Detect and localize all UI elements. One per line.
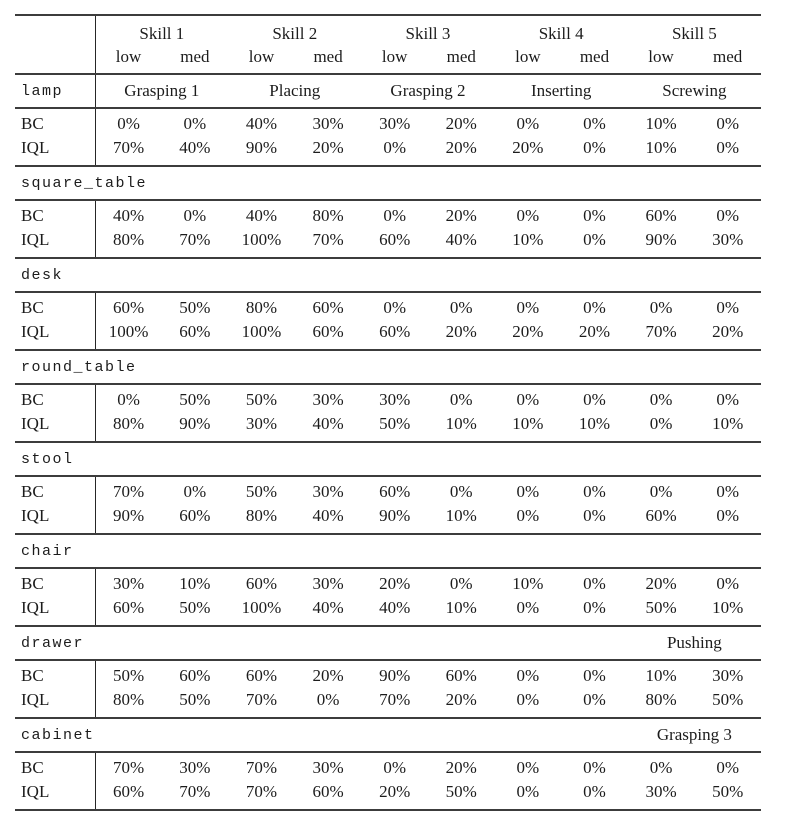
skill-3-header: Skill 3 (405, 24, 451, 43)
value-cell: 0% (649, 482, 673, 501)
value-cell: 0% (516, 298, 540, 317)
section-skill-name (95, 258, 228, 292)
value-cell: 60% (379, 322, 411, 341)
value-cell: 0% (716, 114, 739, 133)
value-cell: 80% (112, 414, 145, 433)
value-cell: 0% (583, 666, 606, 685)
value-cell: 50% (179, 598, 211, 617)
method-label: IQL (15, 320, 95, 350)
value-cell: 20% (445, 206, 477, 225)
value-cell: 30% (312, 758, 344, 777)
section-label: desk (15, 258, 95, 292)
value-cell: 50% (179, 690, 211, 709)
section-skill-name (495, 442, 628, 476)
value-cell: 10% (578, 414, 611, 433)
value-cell: 80% (112, 690, 145, 709)
value-cell: 60% (312, 322, 344, 341)
section-skill-name: Screwing (628, 74, 761, 108)
value-cell: 70% (245, 690, 278, 709)
value-cell: 0% (516, 390, 540, 409)
data-row (15, 292, 761, 320)
data-row (15, 136, 761, 166)
section-skill-name: Grasping 3 (628, 718, 761, 752)
section-skill-name (95, 534, 228, 568)
value-cell: 30% (245, 414, 278, 433)
value-cell: 80% (645, 690, 677, 709)
value-cell: 70% (312, 230, 344, 249)
value-cell: 0% (583, 598, 606, 617)
method-label: BC (15, 384, 95, 412)
value-cell: 20% (312, 138, 344, 157)
data-row (15, 320, 761, 350)
value-cell: 0% (449, 574, 473, 593)
data-row (15, 412, 761, 442)
skill-4-header: Skill 4 (538, 24, 584, 43)
skill-1-header: Skill 1 (139, 24, 185, 43)
value-cell: 0% (383, 298, 406, 317)
value-cell: 10% (179, 574, 211, 593)
method-label: BC (15, 660, 95, 688)
value-cell: 0% (583, 782, 606, 801)
value-cell: 0% (117, 390, 140, 409)
value-cell: 0% (649, 298, 673, 317)
value-cell: 0% (516, 114, 540, 133)
section-skill-name (495, 166, 628, 200)
value-cell: 0% (316, 690, 340, 709)
value-cell: 60% (179, 506, 211, 525)
section-skill-name (95, 718, 228, 752)
header-corner-cell (15, 15, 95, 74)
value-cell: 70% (112, 482, 145, 501)
value-cell: 30% (712, 666, 744, 685)
section-skill-name (228, 718, 361, 752)
data-row (15, 780, 761, 810)
value-cell: 50% (179, 298, 211, 317)
low-header: low (361, 46, 428, 74)
value-cell: 0% (383, 138, 406, 157)
section-label: square_table (15, 166, 95, 200)
value-cell: 30% (312, 390, 344, 409)
value-cell: 100% (241, 230, 282, 249)
med-header: med (561, 46, 628, 74)
skill-success-rate-table (15, 14, 761, 811)
value-cell: 0% (583, 574, 606, 593)
value-cell: 60% (379, 482, 411, 501)
data-row (15, 504, 761, 534)
value-cell: 30% (179, 758, 211, 777)
section-skill-name (228, 166, 361, 200)
value-cell: 20% (578, 322, 611, 341)
data-row (15, 200, 761, 228)
value-cell: 0% (716, 758, 739, 777)
section-header-row-lamp (15, 74, 761, 108)
method-label: BC (15, 752, 95, 780)
section-label: round_table (15, 350, 95, 384)
value-cell: 30% (379, 114, 411, 133)
value-cell: 0% (516, 482, 540, 501)
value-cell: 0% (716, 574, 739, 593)
section-skill-name (495, 626, 628, 660)
value-cell: 70% (245, 782, 278, 801)
section-label: chair (15, 534, 95, 568)
value-cell: 0% (583, 298, 606, 317)
value-cell: 0% (716, 206, 739, 225)
value-cell: 60% (245, 666, 278, 685)
section-skill-name: Inserting (495, 74, 628, 108)
section-label: drawer (15, 626, 95, 660)
value-cell: 0% (716, 506, 739, 525)
method-label: IQL (15, 228, 95, 258)
data-row (15, 228, 761, 258)
value-cell: 60% (112, 598, 145, 617)
value-cell: 40% (245, 114, 278, 133)
value-cell: 0% (516, 782, 540, 801)
value-cell: 20% (379, 574, 411, 593)
value-cell: 0% (583, 114, 606, 133)
value-cell: 20% (712, 322, 744, 341)
value-cell: 0% (183, 114, 207, 133)
section-header-row-stool (15, 442, 761, 476)
med-header: med (694, 46, 761, 74)
section-skill-name (228, 442, 361, 476)
data-row (15, 384, 761, 412)
section-skill-name (228, 350, 361, 384)
value-cell: 50% (645, 598, 677, 617)
data-row (15, 688, 761, 718)
section-header-row-cabinet (15, 718, 761, 752)
method-label: BC (15, 476, 95, 504)
data-row (15, 752, 761, 780)
value-cell: 0% (716, 482, 739, 501)
method-label: IQL (15, 412, 95, 442)
value-cell: 20% (445, 322, 477, 341)
value-cell: 40% (245, 206, 278, 225)
value-cell: 10% (445, 598, 477, 617)
value-cell: 60% (112, 782, 145, 801)
value-cell: 60% (379, 230, 411, 249)
section-label: lamp (15, 74, 95, 108)
value-cell: 60% (112, 298, 145, 317)
section-skill-name (628, 534, 761, 568)
value-cell: 40% (379, 598, 411, 617)
value-cell: 50% (379, 414, 411, 433)
value-cell: 30% (312, 574, 344, 593)
low-header: low (95, 46, 162, 74)
skill-2-header: Skill 2 (272, 24, 318, 43)
section-skill-name (361, 626, 494, 660)
value-cell: 90% (112, 506, 145, 525)
value-cell: 70% (245, 758, 278, 777)
value-cell: 10% (645, 666, 677, 685)
section-header-row-drawer (15, 626, 761, 660)
value-cell: 0% (583, 206, 606, 225)
value-cell: 40% (445, 230, 477, 249)
value-cell: 90% (645, 230, 677, 249)
section-skill-name (361, 718, 494, 752)
value-cell: 30% (712, 230, 744, 249)
section-skill-name (495, 534, 628, 568)
value-cell: 40% (179, 138, 211, 157)
method-label: IQL (15, 596, 95, 626)
data-row (15, 660, 761, 688)
value-cell: 40% (312, 598, 344, 617)
value-cell: 50% (712, 690, 744, 709)
med-header: med (162, 46, 229, 74)
value-cell: 40% (312, 414, 344, 433)
value-cell: 50% (245, 482, 278, 501)
value-cell: 10% (512, 230, 544, 249)
value-cell: 0% (449, 298, 473, 317)
value-cell: 10% (445, 506, 477, 525)
value-cell: 60% (179, 322, 211, 341)
value-cell: 20% (445, 138, 477, 157)
method-label: BC (15, 568, 95, 596)
value-cell: 0% (516, 206, 540, 225)
value-cell: 100% (108, 322, 149, 341)
value-cell: 10% (712, 598, 744, 617)
value-cell: 0% (117, 114, 140, 133)
value-cell: 30% (312, 114, 344, 133)
value-cell: 60% (645, 506, 677, 525)
value-cell: 0% (516, 758, 540, 777)
method-label: IQL (15, 688, 95, 718)
value-cell: 90% (379, 506, 411, 525)
section-skill-name (495, 350, 628, 384)
value-cell: 10% (512, 414, 544, 433)
value-cell: 20% (445, 758, 477, 777)
section-skill-name (228, 534, 361, 568)
value-cell: 0% (583, 390, 606, 409)
value-cell: 20% (445, 690, 477, 709)
section-skill-name (361, 350, 494, 384)
value-cell: 0% (516, 690, 540, 709)
low-header: low (228, 46, 295, 74)
value-cell: 20% (445, 114, 477, 133)
value-cell: 0% (583, 230, 606, 249)
section-skill-name (495, 258, 628, 292)
value-cell: 0% (583, 758, 606, 777)
value-cell: 0% (516, 598, 540, 617)
value-cell: 100% (241, 322, 282, 341)
data-row (15, 476, 761, 504)
data-row (15, 568, 761, 596)
value-cell: 0% (183, 206, 207, 225)
randomness-header-row (15, 46, 761, 74)
section-skill-name (228, 626, 361, 660)
value-cell: 50% (245, 390, 278, 409)
value-cell: 20% (512, 138, 544, 157)
value-cell: 40% (112, 206, 145, 225)
value-cell: 60% (645, 206, 677, 225)
section-skill-name: Grasping 2 (361, 74, 494, 108)
section-skill-name (628, 350, 761, 384)
value-cell: 60% (312, 782, 344, 801)
value-cell: 0% (383, 758, 406, 777)
value-cell: 10% (512, 574, 544, 593)
section-skill-name (95, 442, 228, 476)
value-cell: 40% (312, 506, 344, 525)
method-label: BC (15, 292, 95, 320)
value-cell: 70% (112, 758, 145, 777)
value-cell: 0% (449, 482, 473, 501)
section-skill-name (361, 534, 494, 568)
value-cell: 50% (712, 782, 744, 801)
method-label: IQL (15, 780, 95, 810)
value-cell: 20% (645, 574, 677, 593)
section-skill-name: Grasping 1 (95, 74, 228, 108)
method-label: BC (15, 200, 95, 228)
skill-header-row (15, 15, 761, 46)
low-header: low (495, 46, 562, 74)
value-cell: 10% (645, 138, 677, 157)
value-cell: 90% (379, 666, 411, 685)
section-skill-name (228, 258, 361, 292)
value-cell: 100% (241, 598, 282, 617)
low-header: low (628, 46, 695, 74)
value-cell: 50% (179, 390, 211, 409)
value-cell: 90% (179, 414, 211, 433)
value-cell: 0% (716, 298, 739, 317)
value-cell: 70% (179, 230, 211, 249)
value-cell: 0% (716, 390, 739, 409)
value-cell: 60% (445, 666, 477, 685)
value-cell: 0% (649, 390, 673, 409)
section-skill-name (495, 718, 628, 752)
value-cell: 20% (312, 666, 344, 685)
value-cell: 0% (516, 506, 540, 525)
section-skill-name: Pushing (628, 626, 761, 660)
value-cell: 0% (649, 758, 673, 777)
value-cell: 10% (645, 114, 677, 133)
section-header-row-square_table (15, 166, 761, 200)
value-cell: 0% (183, 482, 207, 501)
value-cell: 0% (449, 390, 473, 409)
value-cell: 80% (112, 230, 145, 249)
section-skill-name (628, 442, 761, 476)
value-cell: 60% (312, 298, 344, 317)
med-header: med (295, 46, 362, 74)
data-row (15, 596, 761, 626)
value-cell: 20% (379, 782, 411, 801)
value-cell: 30% (112, 574, 145, 593)
section-label: cabinet (15, 718, 95, 752)
value-cell: 0% (583, 482, 606, 501)
value-cell: 90% (245, 138, 278, 157)
value-cell: 30% (379, 390, 411, 409)
section-skill-name (361, 166, 494, 200)
value-cell: 50% (445, 782, 477, 801)
skill-5-header: Skill 5 (671, 24, 717, 43)
value-cell: 70% (179, 782, 211, 801)
value-cell: 0% (583, 138, 606, 157)
section-skill-name (361, 258, 494, 292)
method-label: IQL (15, 136, 95, 166)
value-cell: 0% (583, 690, 606, 709)
value-cell: 10% (712, 414, 744, 433)
section-header-row-chair (15, 534, 761, 568)
value-cell: 30% (645, 782, 677, 801)
section-skill-name (95, 626, 228, 660)
value-cell: 80% (245, 506, 278, 525)
value-cell: 0% (649, 414, 673, 433)
method-label: IQL (15, 504, 95, 534)
value-cell: 70% (112, 138, 145, 157)
value-cell: 60% (245, 574, 278, 593)
value-cell: 70% (379, 690, 411, 709)
value-cell: 70% (645, 322, 677, 341)
value-cell: 0% (716, 138, 739, 157)
value-cell: 20% (512, 322, 544, 341)
value-cell: 60% (179, 666, 211, 685)
section-skill-name (361, 442, 494, 476)
data-row (15, 108, 761, 136)
section-skill-name (628, 258, 761, 292)
value-cell: 80% (312, 206, 344, 225)
section-skill-name (628, 166, 761, 200)
section-skill-name: Placing (228, 74, 361, 108)
section-header-row-desk (15, 258, 761, 292)
value-cell: 50% (112, 666, 145, 685)
section-label: stool (15, 442, 95, 476)
value-cell: 80% (245, 298, 278, 317)
section-header-row-round_table (15, 350, 761, 384)
method-label: BC (15, 108, 95, 136)
value-cell: 30% (312, 482, 344, 501)
value-cell: 0% (583, 506, 606, 525)
value-cell: 0% (383, 206, 406, 225)
value-cell: 10% (445, 414, 477, 433)
med-header: med (428, 46, 495, 74)
value-cell: 0% (516, 666, 540, 685)
